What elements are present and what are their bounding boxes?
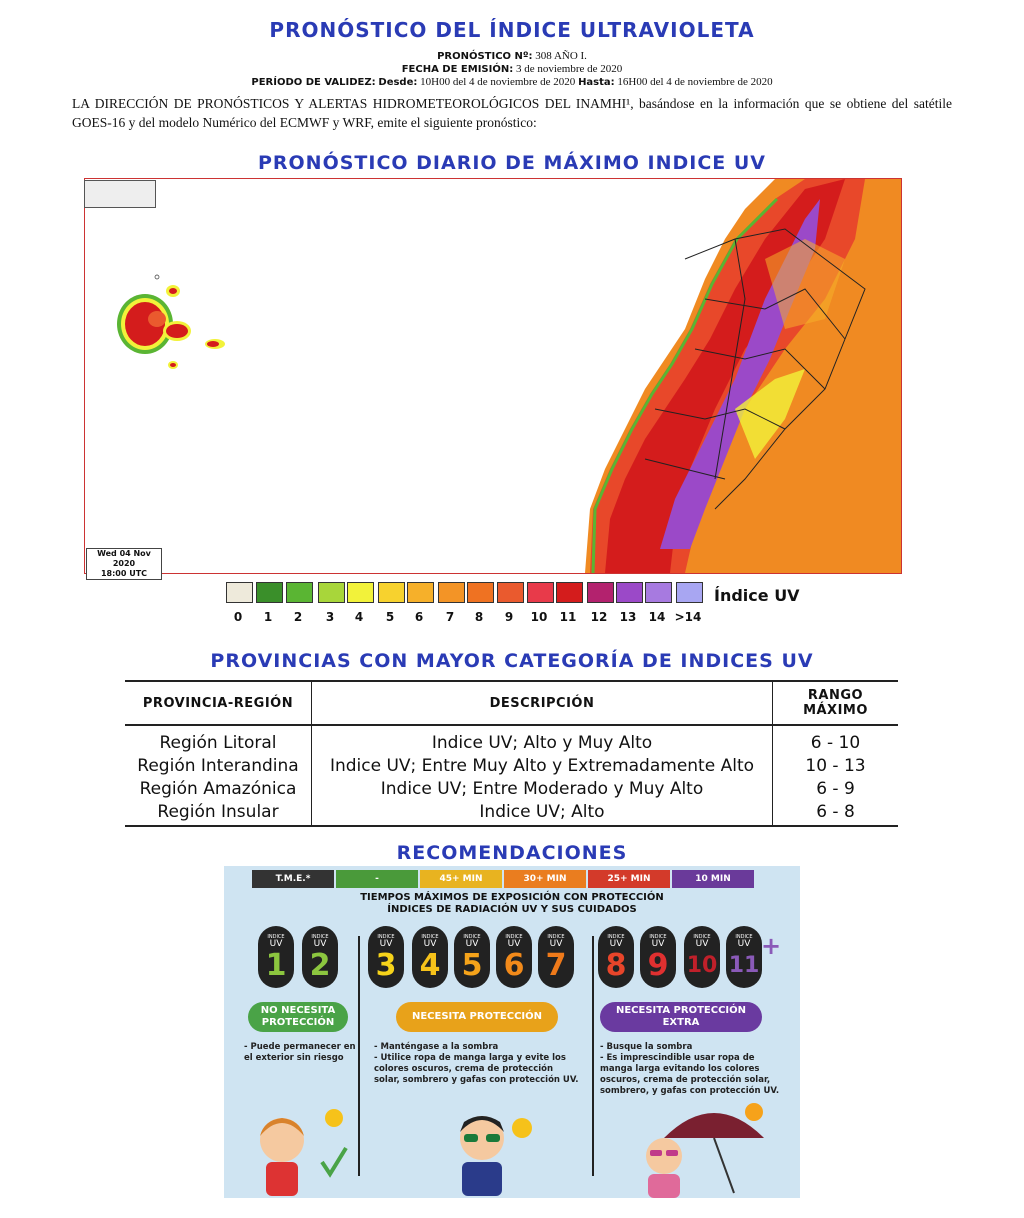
- description-cell: Indice UV; Alto: [312, 801, 773, 826]
- badge-uv-label: UV: [269, 939, 283, 949]
- issue-date: FECHA DE EMISIÓN: 3 de noviembre de 2020: [401, 63, 623, 75]
- table-row: [125, 801, 898, 826]
- uv-swatch-label: >14: [674, 610, 702, 624]
- uv-index-badge: [598, 926, 634, 988]
- plus-sign: +: [761, 932, 782, 960]
- badge-uv-label: UV: [379, 939, 393, 949]
- boy-illustration: [430, 1102, 550, 1198]
- protection-pill: NECESITA PROTECCIÓN: [396, 1002, 558, 1032]
- badge-top-label: INDICE: [693, 934, 711, 940]
- badge-top-label: INDICE: [311, 934, 329, 940]
- uv-swatch: [438, 582, 465, 603]
- uv-index-badge: [684, 926, 720, 988]
- uv-index-badge: [368, 926, 404, 988]
- uv-swatch: [226, 582, 253, 603]
- uv-map-graphic: [85, 179, 901, 573]
- tme-cell: 30+ MIN: [504, 870, 586, 888]
- uv-swatch-label: 2: [293, 610, 303, 624]
- woman-umbrella-illustration: [624, 1098, 784, 1198]
- badge-number: 5: [461, 948, 483, 983]
- page-title: PRONÓSTICO DEL ÍNDICE ULTRAVIOLETA: [269, 18, 755, 42]
- advice-line: - Es imprescindible usar ropa de manga larga evitando los colores oscuros, crema de protección solar, sombrero, y gafas con protección UV.: [600, 1053, 780, 1096]
- range-cell: 6 - 9: [773, 778, 899, 801]
- badge-top-label: INDICE: [463, 934, 481, 940]
- uv-swatch-label: 9: [504, 610, 514, 624]
- uv-swatch-label: 13: [619, 610, 637, 624]
- uv-swatch: [318, 582, 345, 603]
- uv-index-badge: [640, 926, 676, 988]
- province-cell: Región Amazónica: [139, 779, 297, 799]
- range-cell: 10 - 13: [773, 755, 899, 778]
- tme-cell: 25+ MIN: [588, 870, 670, 888]
- badge-uv-label: UV: [507, 939, 521, 949]
- uv-swatch-label: 4: [354, 610, 364, 624]
- badge-number: 6: [503, 948, 525, 983]
- uv-swatch: [286, 582, 313, 603]
- tme-cell: 45+ MIN: [420, 870, 502, 888]
- badge-top-label: INDICE: [421, 934, 439, 940]
- uv-index-badge: [454, 926, 490, 988]
- uv-forecast-map: [84, 178, 902, 574]
- header-description: DESCRIPCIÓN: [312, 681, 773, 725]
- protection-pill: NO NECESITA PROTECCIÓN: [248, 1002, 348, 1032]
- uv-swatch-label: 8: [474, 610, 484, 624]
- table-row: [125, 725, 898, 755]
- uv-swatch: [587, 582, 614, 603]
- tme-cell: 10 MIN: [672, 870, 754, 888]
- uv-swatch-label: 14: [648, 610, 666, 624]
- badge-top-label: INDICE: [377, 934, 395, 940]
- tme-cell: -: [336, 870, 418, 888]
- uv-swatch: [527, 582, 554, 603]
- divider: [592, 936, 594, 1176]
- uv-swatch-label: 0: [233, 610, 243, 624]
- advice-line: - Busque la sombra: [600, 1042, 693, 1052]
- uv-swatch: [616, 582, 643, 603]
- badge-top-label: INDICE: [607, 934, 625, 940]
- badge-number: 4: [419, 948, 441, 983]
- uv-swatch: [407, 582, 434, 603]
- description-cell: Indice UV; Entre Muy Alto y Extremadamente Alto: [312, 755, 773, 778]
- uv-swatch-label: 12: [590, 610, 608, 624]
- badge-uv-label: UV: [609, 939, 623, 949]
- infographic-heading: TIEMPOS MÁXIMOS DE EXPOSICIÓN CON PROTECCIÓN ÍNDICES DE RADIACIÓN UV Y SUS CUIDADOS: [360, 892, 664, 915]
- uv-swatch: [256, 582, 283, 603]
- badge-number: 10: [686, 953, 718, 978]
- child-illustration: [242, 1102, 352, 1198]
- uv-swatch-label: 7: [445, 610, 455, 624]
- uv-swatch-label: 5: [385, 610, 395, 624]
- province-cell: Región Insular: [157, 802, 279, 822]
- uv-swatch-label: 3: [325, 610, 335, 624]
- uv-swatch-label: 6: [414, 610, 424, 624]
- description-cell: Indice UV; Entre Moderado y Muy Alto: [312, 778, 773, 801]
- forecast-number: PRONÓSTICO Nº: 308 AÑO I.: [437, 50, 587, 62]
- uv-swatch-label: 10: [530, 610, 548, 624]
- uv-swatch: [347, 582, 374, 603]
- uv-swatch-label: 11: [559, 610, 577, 624]
- description-cell: Indice UV; Alto y Muy Alto: [312, 725, 773, 755]
- map-mini-legend: [84, 180, 156, 208]
- uv-swatch: [556, 582, 583, 603]
- uv-index-badge: [258, 926, 294, 988]
- advice-text: [600, 1042, 784, 1097]
- advice-line: - Manténgase a la sombra: [374, 1042, 499, 1052]
- badge-uv-label: UV: [737, 939, 751, 949]
- table-header-row: [125, 681, 898, 725]
- badge-number: 2: [309, 948, 331, 983]
- recommendations-title: RECOMENDACIONES: [396, 842, 628, 864]
- uv-index-badge: [726, 926, 762, 988]
- header-province: PROVINCIA-REGIÓN: [142, 695, 294, 711]
- province-cell: Región Interandina: [137, 756, 299, 776]
- badge-uv-label: UV: [313, 939, 327, 949]
- badge-top-label: INDICE: [505, 934, 523, 940]
- province-cell: Región Litoral: [159, 733, 277, 753]
- uv-index-badge: [538, 926, 574, 988]
- header-range: RANGO MÁXIMO: [773, 681, 899, 725]
- badge-number: 9: [647, 948, 669, 983]
- intro-paragraph: LA DIRECCIÓN DE PRONÓSTICOS Y ALERTAS HIDROMETEOROLÓGICOS DEL INAMHI¹, basándose en la información que se obtiene del satétile GOES-16 y del modelo Numérico del ECMWF y WRF, emite el siguiente pronóstico:: [72, 96, 952, 130]
- uv-index-badge: [496, 926, 532, 988]
- uv-swatch-label: 1: [263, 610, 273, 624]
- uv-swatch: [467, 582, 494, 603]
- uv-swatch: [497, 582, 524, 603]
- badge-top-label: INDICE: [267, 934, 285, 940]
- table-row: [125, 778, 898, 801]
- provinces-table: [125, 680, 898, 827]
- badge-uv-label: UV: [695, 939, 709, 949]
- badge-uv-label: UV: [423, 939, 437, 949]
- badge-number: 1: [265, 948, 287, 983]
- advice-line: - Utilice ropa de manga larga y evite los colores oscuros, crema de protección solar, sombrero y gafas con protección UV.: [374, 1053, 579, 1085]
- badge-uv-label: UV: [651, 939, 665, 949]
- advice-text: [244, 1042, 356, 1064]
- uv-swatch: [645, 582, 672, 603]
- protection-pill: NECESITA PROTECCIÓN EXTRA: [600, 1002, 762, 1032]
- uv-index-badge: [412, 926, 448, 988]
- advice-text: [374, 1042, 580, 1086]
- badge-uv-label: UV: [549, 939, 563, 949]
- badge-uv-label: UV: [465, 939, 479, 949]
- badge-top-label: INDICE: [649, 934, 667, 940]
- validity-period: PERÍODO DE VALIDEZ: Desde: 10H00 del 4 de noviembre de 2020 Hasta: 16H00 del 4 de noviembre de 2020: [251, 76, 773, 88]
- map-timestamp: Wed 04 Nov 2020 18:00 UTC: [86, 548, 162, 580]
- uv-swatch: [378, 582, 405, 603]
- uv-swatch: [676, 582, 703, 603]
- badge-number: 8: [605, 948, 627, 983]
- uv-recommendations-infographic: [224, 866, 800, 1198]
- provinces-title: PROVINCIAS CON MAYOR CATEGORÍA DE INDICES UV: [210, 650, 814, 672]
- divider: [358, 936, 360, 1176]
- table-row: [125, 755, 898, 778]
- range-cell: 6 - 8: [773, 801, 899, 826]
- badge-number: 7: [545, 948, 567, 983]
- map-title: PRONÓSTICO DIARIO DE MÁXIMO INDICE UV: [257, 152, 767, 174]
- advice-line: - Puede permanecer en el exterior sin riesgo: [244, 1042, 356, 1063]
- badge-number: 3: [375, 948, 397, 983]
- range-cell: 6 - 10: [773, 725, 899, 755]
- tme-cell: T.M.E.*: [252, 870, 334, 888]
- uv-scale-title: Índice UV: [714, 586, 800, 605]
- uv-index-badge: [302, 926, 338, 988]
- badge-top-label: INDICE: [547, 934, 565, 940]
- badge-number: 11: [728, 953, 760, 978]
- badge-top-label: INDICE: [735, 934, 753, 940]
